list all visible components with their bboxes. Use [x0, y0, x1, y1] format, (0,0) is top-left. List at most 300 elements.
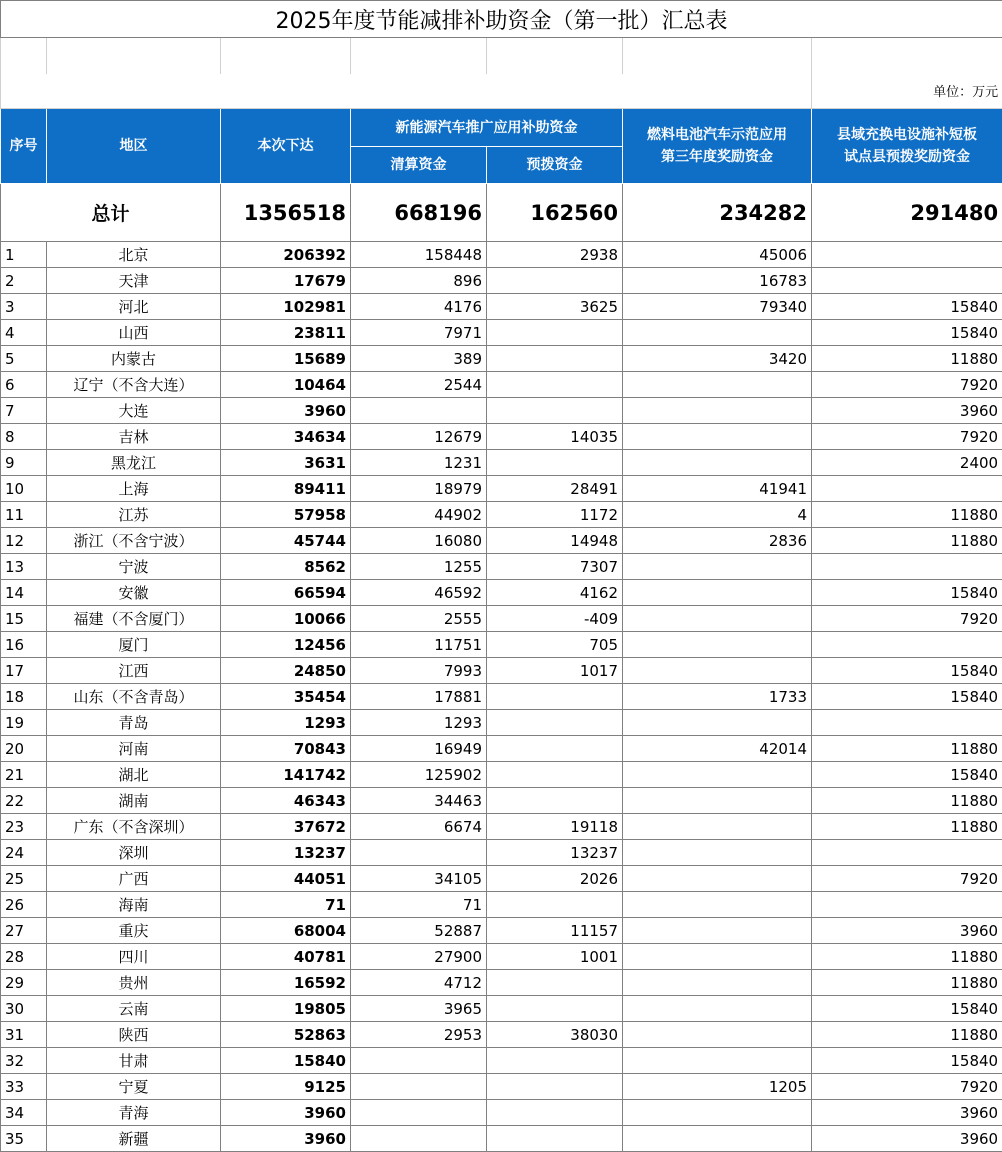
- cell-seq: 16: [1, 632, 47, 658]
- cell-total: 70843: [221, 736, 351, 762]
- cell-nev-clear: [351, 398, 487, 424]
- header-total: 本次下达: [221, 109, 351, 184]
- total-row: [1, 184, 1002, 242]
- cell-total: 8562: [221, 554, 351, 580]
- cell-region: 福建（不含厦门）: [47, 606, 221, 632]
- cell-nev-clear: 7993: [351, 658, 487, 684]
- cell-county: 15840: [812, 762, 1002, 788]
- cell-region: 广西: [47, 866, 221, 892]
- cell-nev-advance: [487, 996, 623, 1022]
- cell-seq: 20: [1, 736, 47, 762]
- cell-region: 云南: [47, 996, 221, 1022]
- cell-seq: 9: [1, 450, 47, 476]
- cell-nev-advance: [487, 970, 623, 996]
- cell-seq: 2: [1, 268, 47, 294]
- cell-county: 3960: [812, 1126, 1002, 1152]
- cell-seq: 1: [1, 242, 47, 268]
- cell-region: 河南: [47, 736, 221, 762]
- cell-fuel-cell: [623, 996, 812, 1022]
- table-row: [1, 1022, 1002, 1048]
- cell-nev-advance: 2026: [487, 866, 623, 892]
- table-row: [1, 658, 1002, 684]
- cell-nev-clear: 46592: [351, 580, 487, 606]
- cell-seq: 27: [1, 918, 47, 944]
- cell-fuel-cell: [623, 788, 812, 814]
- cell-county: 11880: [812, 944, 1002, 970]
- cell-nev-advance: [487, 1048, 623, 1074]
- cell-nev-clear: 52887: [351, 918, 487, 944]
- table-row: [1, 372, 1002, 398]
- cell-county: 11880: [812, 1022, 1002, 1048]
- cell-nev-advance: 4162: [487, 580, 623, 606]
- cell-county: [812, 840, 1002, 866]
- cell-region: 厦门: [47, 632, 221, 658]
- table-row: [1, 1048, 1002, 1074]
- unit-label: 单位：万元: [812, 74, 1002, 109]
- table-row: [1, 684, 1002, 710]
- table-row: [1, 580, 1002, 606]
- cell-fuel-cell: [623, 1100, 812, 1126]
- cell-nev-advance: 7307: [487, 554, 623, 580]
- cell-county: 15840: [812, 684, 1002, 710]
- cell-total: 3960: [221, 1126, 351, 1152]
- table-row: [1, 970, 1002, 996]
- header-nev-advance: 预拨资金: [487, 147, 623, 184]
- cell-region: 浙江（不含宁波）: [47, 528, 221, 554]
- cell-total: 9125: [221, 1074, 351, 1100]
- cell-nev-advance: [487, 892, 623, 918]
- cell-seq: 35: [1, 1126, 47, 1152]
- cell-nev-advance: 14035: [487, 424, 623, 450]
- cell-region: 深圳: [47, 840, 221, 866]
- cell-nev-clear: 34105: [351, 866, 487, 892]
- header-county-line1: 县域充换电设施补短板: [816, 124, 998, 146]
- cell-seq: 28: [1, 944, 47, 970]
- cell-total: 206392: [221, 242, 351, 268]
- cell-fuel-cell: [623, 1048, 812, 1074]
- header-seq: 序号: [1, 109, 47, 184]
- cell-nev-clear: 1255: [351, 554, 487, 580]
- cell-region: 河北: [47, 294, 221, 320]
- cell-seq: 6: [1, 372, 47, 398]
- cell-county: 15840: [812, 294, 1002, 320]
- cell-fuel-cell: 2836: [623, 528, 812, 554]
- cell-county: [812, 892, 1002, 918]
- cell-county: [812, 476, 1002, 502]
- cell-nev-clear: [351, 1074, 487, 1100]
- cell-nev-clear: 44902: [351, 502, 487, 528]
- cell-total: 3631: [221, 450, 351, 476]
- table-row: [1, 528, 1002, 554]
- cell-nev-clear: 2544: [351, 372, 487, 398]
- page-title: 2025年度节能减排补助资金（第一批）汇总表: [1, 1, 1002, 38]
- table-row: [1, 736, 1002, 762]
- cell-total: 23811: [221, 320, 351, 346]
- cell-nev-advance: [487, 762, 623, 788]
- cell-fuel-cell: 79340: [623, 294, 812, 320]
- cell-total: 141742: [221, 762, 351, 788]
- cell-region: 湖北: [47, 762, 221, 788]
- cell-county: 15840: [812, 580, 1002, 606]
- cell-county: 15840: [812, 1048, 1002, 1074]
- table-row: [1, 892, 1002, 918]
- cell-fuel-cell: [623, 424, 812, 450]
- cell-seq: 3: [1, 294, 47, 320]
- cell-nev-advance: [487, 268, 623, 294]
- cell-fuel-cell: [623, 372, 812, 398]
- cell-nev-clear: 11751: [351, 632, 487, 658]
- cell-region: 北京: [47, 242, 221, 268]
- cell-total: 19805: [221, 996, 351, 1022]
- cell-nev-advance: [487, 684, 623, 710]
- cell-county: [812, 632, 1002, 658]
- cell-county: 15840: [812, 658, 1002, 684]
- header-nev-group: 新能源汽车推广应用补助资金: [351, 109, 623, 147]
- cell-total: 16592: [221, 970, 351, 996]
- table-row: [1, 918, 1002, 944]
- cell-nev-advance: [487, 736, 623, 762]
- cell-nev-clear: 12679: [351, 424, 487, 450]
- cell-county: 3960: [812, 398, 1002, 424]
- cell-fuel-cell: [623, 1126, 812, 1152]
- cell-fuel-cell: [623, 918, 812, 944]
- cell-total: 89411: [221, 476, 351, 502]
- cell-fuel-cell: [623, 632, 812, 658]
- cell-seq: 12: [1, 528, 47, 554]
- table-row: [1, 788, 1002, 814]
- cell-county: 11880: [812, 528, 1002, 554]
- cell-nev-clear: 4712: [351, 970, 487, 996]
- cell-nev-advance: [487, 1100, 623, 1126]
- table-row: [1, 554, 1002, 580]
- cell-nev-clear: 125902: [351, 762, 487, 788]
- cell-total: 35454: [221, 684, 351, 710]
- cell-county: [812, 554, 1002, 580]
- cell-seq: 11: [1, 502, 47, 528]
- cell-county: [812, 268, 1002, 294]
- cell-fuel-cell: [623, 814, 812, 840]
- header-fuel-cell-line2: 第三年度奖励资金: [627, 146, 807, 168]
- cell-total: 15689: [221, 346, 351, 372]
- cell-total: 57958: [221, 502, 351, 528]
- cell-fuel-cell: 4: [623, 502, 812, 528]
- cell-fuel-cell: 42014: [623, 736, 812, 762]
- table-row: [1, 710, 1002, 736]
- cell-county: 3960: [812, 1100, 1002, 1126]
- table-row: [1, 866, 1002, 892]
- cell-region: 甘肃: [47, 1048, 221, 1074]
- table-row: [1, 814, 1002, 840]
- table-row: [1, 346, 1002, 372]
- cell-nev-advance: [487, 1074, 623, 1100]
- cell-nev-advance: 3625: [487, 294, 623, 320]
- cell-region: 江西: [47, 658, 221, 684]
- cell-nev-clear: 16949: [351, 736, 487, 762]
- cell-nev-clear: [351, 840, 487, 866]
- cell-county: 7920: [812, 424, 1002, 450]
- cell-fuel-cell: 3420: [623, 346, 812, 372]
- cell-region: 四川: [47, 944, 221, 970]
- cell-nev-clear: 3965: [351, 996, 487, 1022]
- cell-county: 11880: [812, 502, 1002, 528]
- cell-nev-advance: 705: [487, 632, 623, 658]
- cell-nev-advance: 28491: [487, 476, 623, 502]
- table-row: [1, 476, 1002, 502]
- cell-total: 34634: [221, 424, 351, 450]
- cell-nev-clear: [351, 1126, 487, 1152]
- cell-total: 13237: [221, 840, 351, 866]
- table-row: [1, 398, 1002, 424]
- cell-nev-advance: [487, 710, 623, 736]
- cell-fuel-cell: 16783: [623, 268, 812, 294]
- cell-nev-advance: [487, 372, 623, 398]
- cell-region: 辽宁（不含大连）: [47, 372, 221, 398]
- header-region: 地区: [47, 109, 221, 184]
- cell-nev-clear: 1293: [351, 710, 487, 736]
- cell-region: 吉林: [47, 424, 221, 450]
- cell-region: 上海: [47, 476, 221, 502]
- cell-seq: 7: [1, 398, 47, 424]
- cell-region: 黑龙江: [47, 450, 221, 476]
- header-fuel-cell: [623, 109, 812, 184]
- cell-region: 大连: [47, 398, 221, 424]
- cell-nev-clear: 27900: [351, 944, 487, 970]
- cell-nev-advance: 19118: [487, 814, 623, 840]
- table-row: [1, 450, 1002, 476]
- cell-seq: 23: [1, 814, 47, 840]
- cell-region: 安徽: [47, 580, 221, 606]
- cell-total: 10464: [221, 372, 351, 398]
- cell-region: 广东（不含深圳）: [47, 814, 221, 840]
- cell-total: 15840: [221, 1048, 351, 1074]
- cell-region: 江苏: [47, 502, 221, 528]
- cell-seq: 21: [1, 762, 47, 788]
- cell-nev-advance: 1017: [487, 658, 623, 684]
- cell-region: 青海: [47, 1100, 221, 1126]
- cell-seq: 33: [1, 1074, 47, 1100]
- table-row: [1, 320, 1002, 346]
- cell-seq: 22: [1, 788, 47, 814]
- total-fuel-cell: 234282: [623, 184, 812, 242]
- cell-county: 7920: [812, 866, 1002, 892]
- header-county: [812, 109, 1002, 184]
- cell-county: [812, 710, 1002, 736]
- cell-total: 46343: [221, 788, 351, 814]
- cell-nev-advance: 11157: [487, 918, 623, 944]
- cell-county: 2400: [812, 450, 1002, 476]
- cell-region: 湖南: [47, 788, 221, 814]
- cell-fuel-cell: [623, 606, 812, 632]
- table-row: [1, 502, 1002, 528]
- cell-fuel-cell: [623, 866, 812, 892]
- cell-fuel-cell: [623, 450, 812, 476]
- cell-nev-clear: 2953: [351, 1022, 487, 1048]
- cell-region: 陕西: [47, 1022, 221, 1048]
- cell-nev-advance: -409: [487, 606, 623, 632]
- total-nev-advance: 162560: [487, 184, 623, 242]
- cell-nev-advance: 2938: [487, 242, 623, 268]
- cell-nev-clear: 158448: [351, 242, 487, 268]
- cell-fuel-cell: 1733: [623, 684, 812, 710]
- cell-nev-clear: 18979: [351, 476, 487, 502]
- cell-total: 1293: [221, 710, 351, 736]
- cell-nev-clear: 16080: [351, 528, 487, 554]
- cell-total: 12456: [221, 632, 351, 658]
- cell-seq: 31: [1, 1022, 47, 1048]
- cell-nev-advance: [487, 450, 623, 476]
- cell-seq: 8: [1, 424, 47, 450]
- cell-county: 11880: [812, 814, 1002, 840]
- total-county: 291480: [812, 184, 1002, 242]
- cell-fuel-cell: [623, 554, 812, 580]
- table-row: [1, 762, 1002, 788]
- cell-region: 重庆: [47, 918, 221, 944]
- cell-total: 71: [221, 892, 351, 918]
- cell-total: 102981: [221, 294, 351, 320]
- cell-county: 15840: [812, 320, 1002, 346]
- cell-county: [812, 242, 1002, 268]
- cell-fuel-cell: [623, 840, 812, 866]
- cell-seq: 26: [1, 892, 47, 918]
- table-row: [1, 996, 1002, 1022]
- table-row: [1, 632, 1002, 658]
- table-row: [1, 606, 1002, 632]
- cell-nev-clear: [351, 1100, 487, 1126]
- cell-region: 山东（不含青岛）: [47, 684, 221, 710]
- cell-total: 68004: [221, 918, 351, 944]
- cell-total: 24850: [221, 658, 351, 684]
- cell-county: 11880: [812, 346, 1002, 372]
- cell-fuel-cell: 1205: [623, 1074, 812, 1100]
- cell-region: 新疆: [47, 1126, 221, 1152]
- cell-seq: 29: [1, 970, 47, 996]
- cell-seq: 30: [1, 996, 47, 1022]
- cell-nev-clear: 1231: [351, 450, 487, 476]
- table-row: [1, 424, 1002, 450]
- cell-county: 11880: [812, 970, 1002, 996]
- cell-total: 10066: [221, 606, 351, 632]
- cell-county: 7920: [812, 372, 1002, 398]
- cell-total: 17679: [221, 268, 351, 294]
- cell-total: 37672: [221, 814, 351, 840]
- table-row: [1, 944, 1002, 970]
- cell-total: 40781: [221, 944, 351, 970]
- cell-seq: 17: [1, 658, 47, 684]
- cell-nev-clear: 389: [351, 346, 487, 372]
- cell-nev-clear: 4176: [351, 294, 487, 320]
- cell-nev-clear: 896: [351, 268, 487, 294]
- cell-county: 7920: [812, 606, 1002, 632]
- cell-region: 青岛: [47, 710, 221, 736]
- cell-seq: 24: [1, 840, 47, 866]
- cell-fuel-cell: [623, 944, 812, 970]
- cell-region: 宁波: [47, 554, 221, 580]
- cell-total: 3960: [221, 1100, 351, 1126]
- cell-seq: 15: [1, 606, 47, 632]
- header-nev-clear: 清算资金: [351, 147, 487, 184]
- table-row: [1, 840, 1002, 866]
- cell-seq: 18: [1, 684, 47, 710]
- cell-fuel-cell: [623, 320, 812, 346]
- cell-nev-advance: 14948: [487, 528, 623, 554]
- cell-nev-advance: [487, 346, 623, 372]
- cell-county: 11880: [812, 788, 1002, 814]
- cell-nev-advance: 38030: [487, 1022, 623, 1048]
- cell-seq: 34: [1, 1100, 47, 1126]
- cell-region: 海南: [47, 892, 221, 918]
- cell-fuel-cell: 45006: [623, 242, 812, 268]
- cell-nev-advance: [487, 1126, 623, 1152]
- cell-fuel-cell: [623, 1022, 812, 1048]
- cell-total: 45744: [221, 528, 351, 554]
- cell-fuel-cell: 41941: [623, 476, 812, 502]
- cell-fuel-cell: [623, 658, 812, 684]
- cell-nev-clear: 34463: [351, 788, 487, 814]
- cell-total: 3960: [221, 398, 351, 424]
- cell-nev-advance: [487, 788, 623, 814]
- header-fuel-cell-line1: 燃料电池汽车示范应用: [627, 124, 807, 146]
- cell-region: 内蒙古: [47, 346, 221, 372]
- cell-total: 52863: [221, 1022, 351, 1048]
- table-row: [1, 1074, 1002, 1100]
- total-label: 总计: [1, 184, 221, 242]
- cell-nev-advance: [487, 398, 623, 424]
- cell-region: 宁夏: [47, 1074, 221, 1100]
- cell-county: 7920: [812, 1074, 1002, 1100]
- cell-region: 山西: [47, 320, 221, 346]
- cell-seq: 13: [1, 554, 47, 580]
- cell-region: 贵州: [47, 970, 221, 996]
- blank-row: [1, 38, 1002, 74]
- table-row: [1, 242, 1002, 268]
- cell-nev-advance: 1001: [487, 944, 623, 970]
- cell-county: 15840: [812, 996, 1002, 1022]
- cell-nev-clear: 7971: [351, 320, 487, 346]
- cell-nev-clear: 6674: [351, 814, 487, 840]
- cell-fuel-cell: [623, 892, 812, 918]
- cell-seq: 25: [1, 866, 47, 892]
- cell-nev-clear: 2555: [351, 606, 487, 632]
- cell-nev-advance: [487, 320, 623, 346]
- cell-fuel-cell: [623, 762, 812, 788]
- cell-fuel-cell: [623, 710, 812, 736]
- cell-seq: 4: [1, 320, 47, 346]
- cell-seq: 19: [1, 710, 47, 736]
- cell-nev-clear: [351, 1048, 487, 1074]
- table-row: [1, 268, 1002, 294]
- cell-total: 66594: [221, 580, 351, 606]
- cell-region: 天津: [47, 268, 221, 294]
- cell-seq: 32: [1, 1048, 47, 1074]
- cell-county: 3960: [812, 918, 1002, 944]
- total-amount: 1356518: [221, 184, 351, 242]
- cell-nev-clear: 17881: [351, 684, 487, 710]
- cell-fuel-cell: [623, 580, 812, 606]
- table-row: [1, 1100, 1002, 1126]
- cell-seq: 14: [1, 580, 47, 606]
- cell-county: 11880: [812, 736, 1002, 762]
- cell-fuel-cell: [623, 970, 812, 996]
- cell-nev-advance: 13237: [487, 840, 623, 866]
- total-nev-clear: 668196: [351, 184, 487, 242]
- table-row: [1, 1126, 1002, 1152]
- cell-nev-advance: 1172: [487, 502, 623, 528]
- table-row: [1, 294, 1002, 320]
- cell-total: 44051: [221, 866, 351, 892]
- cell-seq: 10: [1, 476, 47, 502]
- cell-fuel-cell: [623, 398, 812, 424]
- cell-nev-clear: 71: [351, 892, 487, 918]
